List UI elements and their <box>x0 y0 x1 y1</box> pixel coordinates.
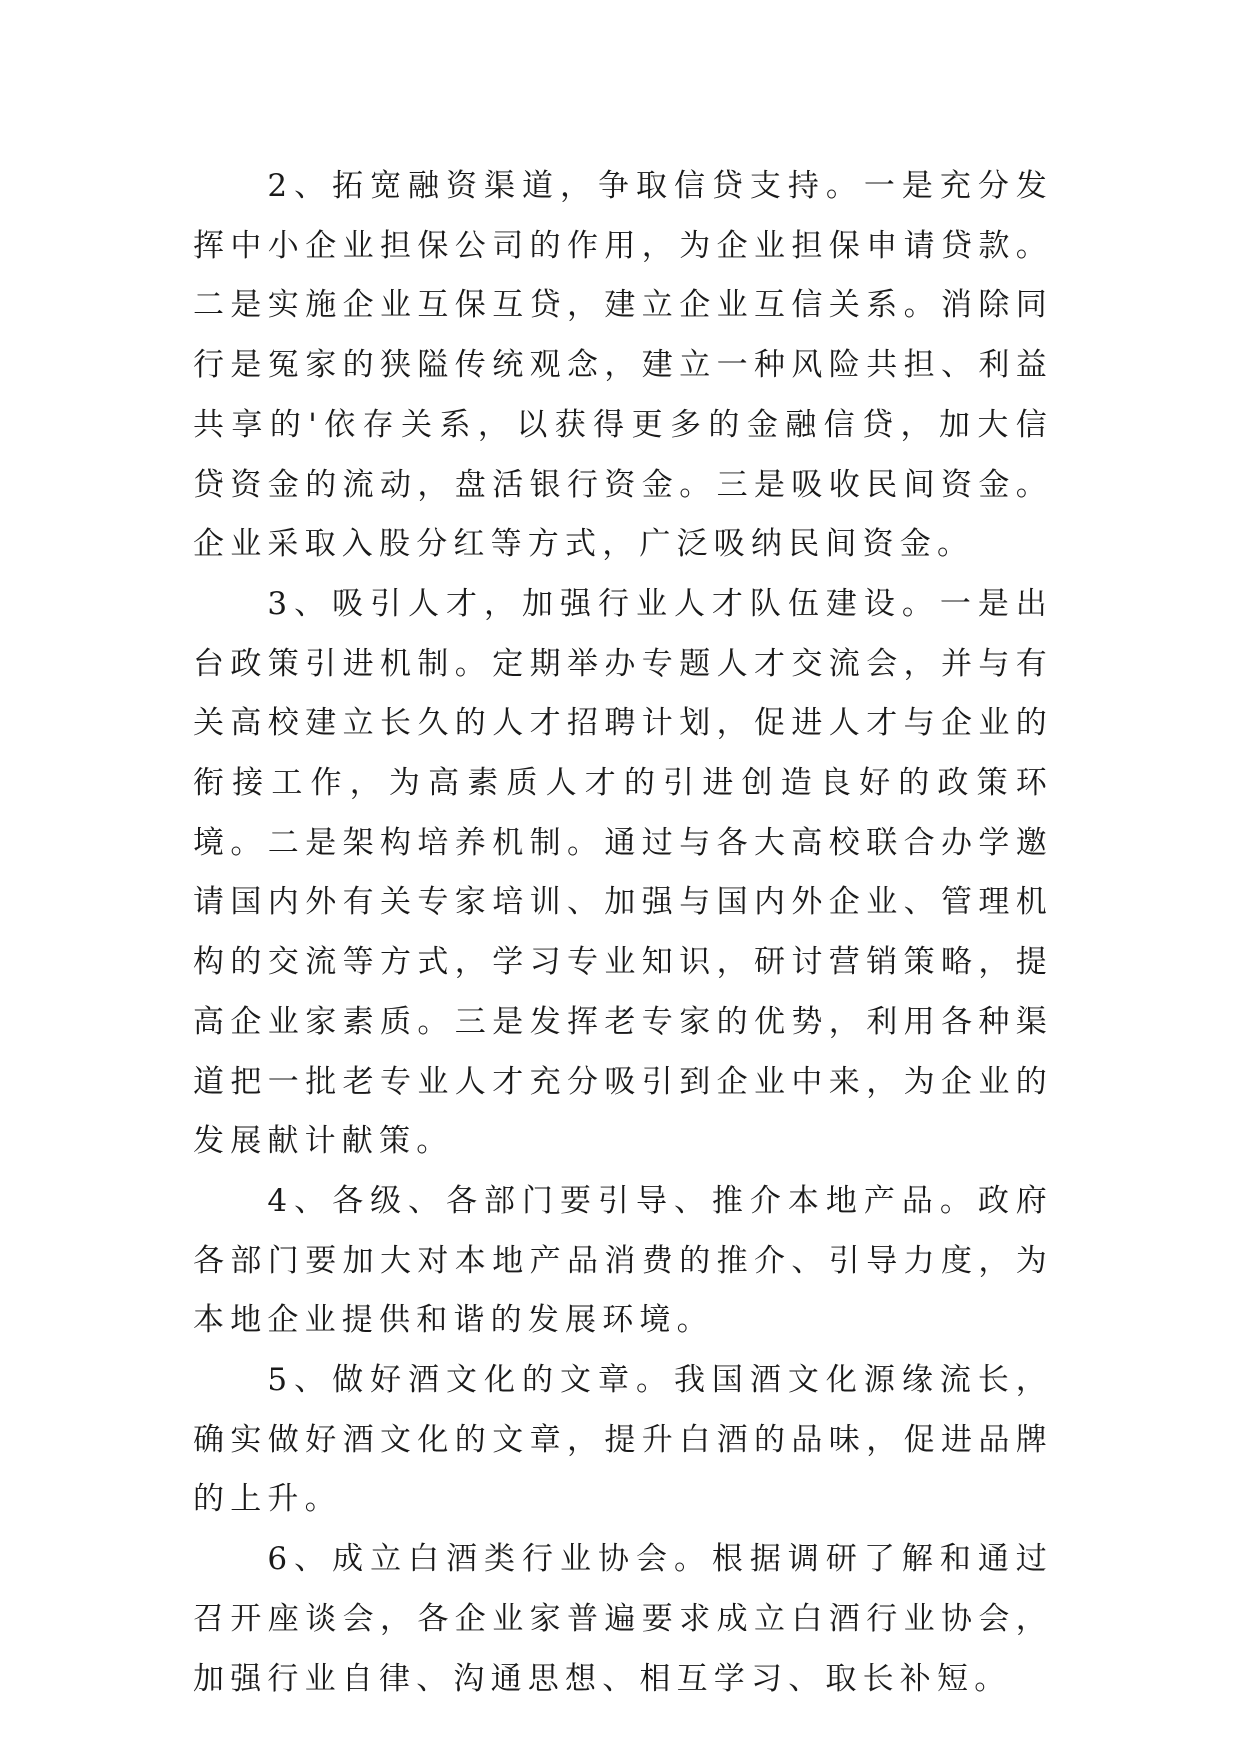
paragraph-financing: 2、拓宽融资渠道，争取信贷支持。一是充分发挥中小企业担保公司的作用，为企业担保申请贷款。二是实施企业互保互贷，建立企业互信关系。消除同行是冤家的狭隘传统观念，建立一种风险共担、利益共享的'依存关系，以获得更多的金融信贷，加大信贷资金的流动，盘活银行资金。三是吸收民间资金。企业采取入股分红等方式，广泛吸纳民间资金。 <box>193 168 1053 563</box>
document-body <box>193 157 1053 1709</box>
paragraph-industry-association: 6、成立白酒类行业协会。根据调研了解和通过召开座谈会，各企业家普遍要求成立白酒行业协会，加强行业自律、沟通思想、相互学习、取长补短。 <box>193 1541 1053 1697</box>
paragraph-talent: 3、吸引人才，加强行业人才队伍建设。一是出台政策引进机制。定期举办专题人才交流会，并与有关高校建立长久的人才招聘计划，促进人才与企业的衔接工作，为高素质人才的引进创造良好的政策环境。二是架构培养机制。通过与各大高校联合办学邀请国内外有关专家培训、加强与国内外企业、管理机构的交流等方式，学习专业知识，研讨营销策略，提高企业家素质。三是发挥老专家的优势，利用各种渠道把一批老专业人才充分吸引到企业中来，为企业的发展献计献策。 <box>193 585 1053 1160</box>
paragraph-local-products: 4、各级、各部门要引导、推介本地产品。政府各部门要加大对本地产品消费的推介、引导力度，为本地企业提供和谐的发展环境。 <box>193 1182 1053 1339</box>
paragraph-wine-culture: 5、做好酒文化的文章。我国酒文化源缘流长，确实做好酒文化的文章，提升白酒的品味，促进品牌的上升。 <box>193 1362 1053 1518</box>
